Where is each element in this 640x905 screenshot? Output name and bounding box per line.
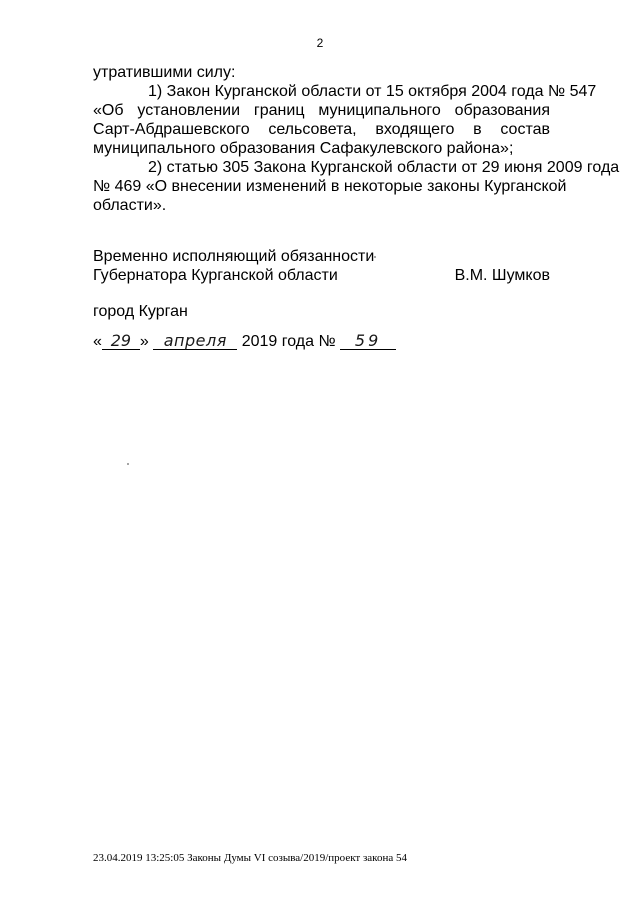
signature-block (93, 247, 550, 285)
handwritten-law-number: 59 (340, 332, 396, 350)
signatory-title-line2: Губернатора Курганской области (93, 267, 338, 284)
document-footer: 23.04.2019 13:25:05 Законы Думы VI созыва/2019/проект закона 54 (93, 852, 407, 864)
body-line: области». (93, 197, 167, 214)
body-line: утратившими силу: (93, 64, 236, 81)
handwritten-day: 29 (102, 332, 140, 350)
place-of-signing: город Курган (93, 303, 188, 320)
year-text: 2019 года № (241, 333, 336, 350)
scan-speck (127, 463, 129, 465)
body-line: муниципального образования Сафакулевского района»; (93, 140, 514, 157)
body-line: 1) Закон Курганской области от 15 октября 2004 года № 547 (148, 83, 597, 100)
body-line: 2) статью 305 Закона Курганской области от 29 июня 2009 года (148, 159, 620, 176)
date-and-number-line (93, 332, 396, 351)
handwritten-month: апреля (153, 332, 237, 350)
body-line: «Об установлении границ муниципального образования (93, 102, 550, 119)
close-quote: » (139, 333, 149, 350)
open-quote: « (93, 333, 102, 350)
body-line: № 469 «О внесении изменений в некоторые законы Курганской (93, 178, 567, 195)
page-number: 2 (316, 36, 324, 50)
body-line: Сарт-Абдрашевского сельсовета, входящего в состав (93, 121, 550, 138)
signatory-title-line1: Временно исполняющий обязанности (93, 248, 375, 265)
signatory-name: В.М. Шумков (454, 267, 550, 284)
scan-speck (374, 256, 376, 258)
law-body-text (93, 63, 620, 215)
